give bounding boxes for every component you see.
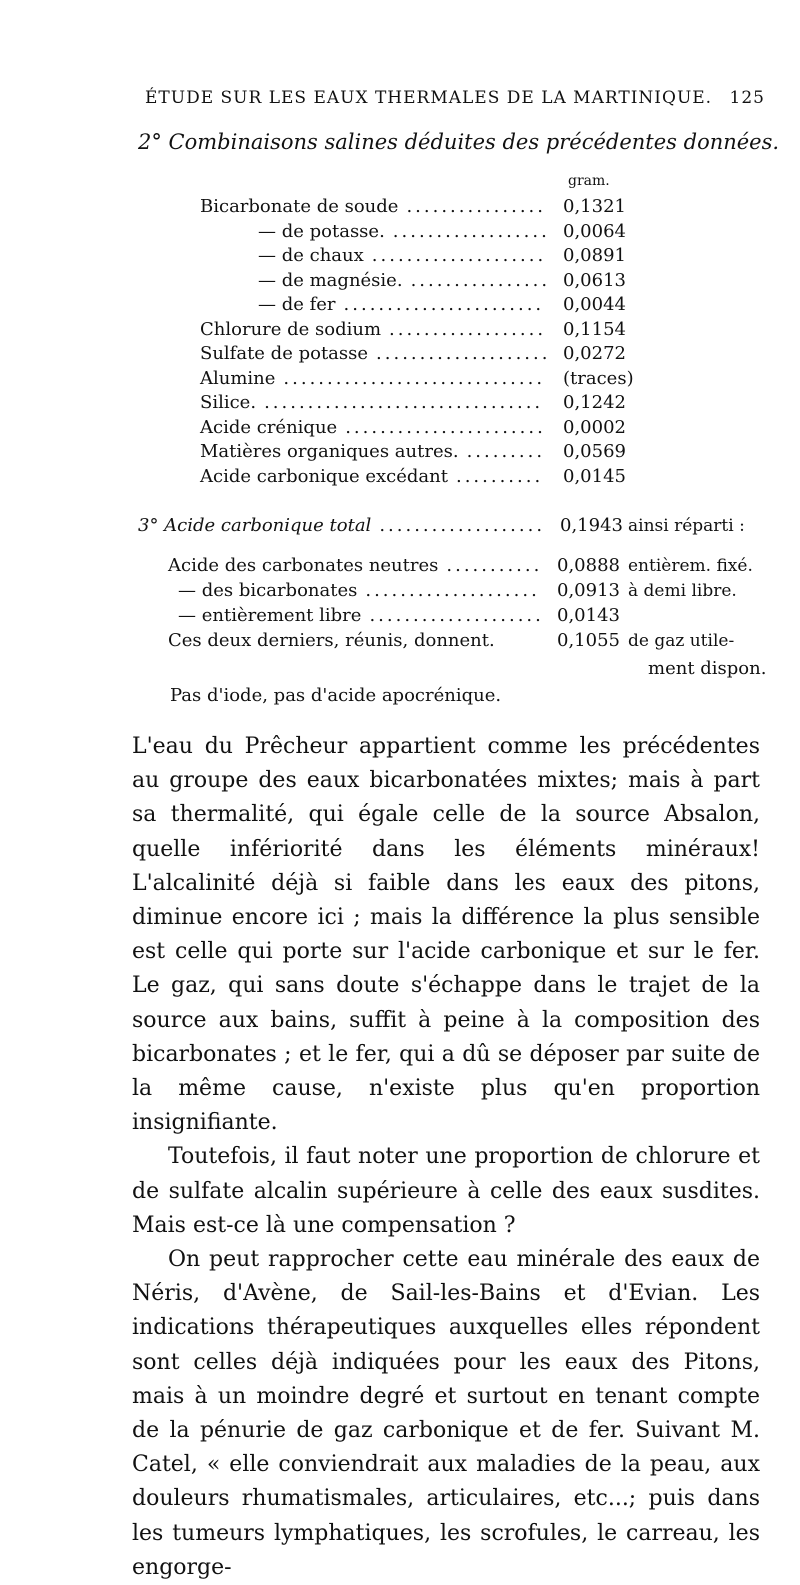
row-value: 0,0002 bbox=[563, 416, 626, 438]
row-note: ainsi réparti : bbox=[628, 516, 745, 536]
row-label: Acide des carbonates neutres bbox=[168, 555, 439, 576]
row-label: Silice. bbox=[200, 392, 257, 413]
salt-row bbox=[0, 319, 800, 341]
leader-dots: .................. bbox=[389, 318, 547, 340]
row-label: — de fer bbox=[258, 294, 336, 315]
row-value: 0,0913 bbox=[557, 580, 620, 601]
row-value: (traces) bbox=[563, 367, 634, 389]
salt-row bbox=[0, 196, 800, 218]
salt-row bbox=[0, 294, 800, 316]
salt-row bbox=[0, 392, 800, 414]
paragraph: L'eau du Prêcheur appartient comme les précédentes au groupe des eaux bicarbonatées mixtes; mais à part sa thermalité, qui égale celle de la source Absalon, quelle infériorité dans les éléments minéraux! L'alcalinité déjà si faible dans les eaux des pitons, diminue encore ici ; mais la différence la plus sensible est celle qui porte sur l'acide carbonique et sur le fer. Le gaz, qui sans doute s'échappe dans le trajet de la source aux bains, suffit à peine à la composition des bicarbonates ; et le fer, qui a dû se déposer par suite de la même cause, n'existe plus qu'en proportion insignifiante. bbox=[132, 734, 760, 1136]
page-number: 125 bbox=[729, 88, 765, 108]
row-label: — de chaux bbox=[258, 245, 364, 266]
leader-dots: .................... bbox=[369, 605, 544, 626]
row-value: 0,1321 bbox=[563, 196, 626, 217]
salt-row bbox=[0, 245, 800, 267]
leader-dots: ................ bbox=[406, 196, 546, 217]
row-label: 3° Acide carbonique total bbox=[138, 515, 372, 536]
row-label: — de magnésie. bbox=[258, 269, 403, 291]
leader-dots: .......... bbox=[455, 465, 544, 487]
carbonic-row bbox=[0, 605, 800, 627]
row-value: 0,1055 bbox=[557, 630, 620, 651]
leader-dots: ................................ bbox=[264, 392, 544, 413]
row-label: Acide carbonique excédant bbox=[200, 465, 448, 487]
leader-dots: ................... bbox=[379, 515, 546, 536]
leader-dots: ........... bbox=[446, 555, 543, 576]
row-value: 0,0888 bbox=[557, 555, 620, 576]
row-value: 0,0143 bbox=[557, 605, 620, 626]
carbonic-note-continued: ment dispon. bbox=[648, 658, 767, 679]
row-value: 0,0064 bbox=[563, 220, 626, 242]
running-title: ÉTUDE SUR LES EAUX THERMALES DE LA MARTINIQUE. bbox=[145, 88, 713, 108]
salt-row bbox=[0, 466, 800, 488]
row-value: 0,0272 bbox=[563, 343, 626, 364]
row-label: Acide crénique bbox=[200, 416, 338, 438]
carbonic-row bbox=[0, 555, 800, 577]
row-value: 0,0145 bbox=[563, 465, 626, 487]
section-title-combinaisons: 2° Combinaisons salines déduites des précédentes données. bbox=[138, 130, 780, 154]
leader-dots: .................... bbox=[365, 580, 540, 601]
unit-label: gram. bbox=[568, 173, 610, 189]
row-label: Ces deux derniers, réunis, donnent. bbox=[168, 630, 495, 651]
row-label: Bicarbonate de soude bbox=[200, 196, 399, 217]
carbonic-total-row bbox=[0, 515, 800, 537]
leader-dots: ................ bbox=[410, 269, 551, 291]
row-label: — de potasse. bbox=[258, 220, 385, 242]
salt-row bbox=[0, 441, 800, 463]
row-value: 0,0613 bbox=[563, 269, 626, 291]
salt-row bbox=[0, 417, 800, 439]
row-label: Alumine bbox=[200, 367, 276, 389]
row-value: 0,0569 bbox=[563, 441, 626, 462]
leader-dots: .................. bbox=[392, 220, 550, 242]
row-label: Matières organiques autres. bbox=[200, 441, 459, 462]
row-value: 0,1154 bbox=[563, 318, 626, 340]
leader-dots: ....................... bbox=[345, 416, 546, 438]
row-value: 0,1242 bbox=[563, 392, 626, 413]
row-label: Chlorure de sodium bbox=[200, 318, 382, 340]
no-iodine-note: Pas d'iode, pas d'acide apocrénique. bbox=[170, 685, 502, 706]
row-label: Sulfate de potasse bbox=[200, 343, 369, 364]
row-label: — entièrement libre bbox=[178, 605, 362, 626]
row-label: — des bicarbonates bbox=[178, 580, 358, 601]
paragraph: On peut rapprocher cette eau minérale des eaux de Néris, d'Avène, de Sail-les-Bains et d'Evian. Les indications thérapeutiques auxquelles elles répondent sont celles déjà indiquées pour les eaux des Pitons, mais à un moindre degré et surtout en tenant compte de la pénurie de gaz carbonique et de fer. Suivant M. Catel, « elle conviendrait aux maladies de la peau, aux douleurs rhumatismales, articulaires, etc...; puis dans les tumeurs lymphatiques, les scrofules, le carreau, les engorge- bbox=[132, 1247, 760, 1580]
leader-dots: .................... bbox=[376, 343, 551, 364]
row-value: 0,0891 bbox=[563, 245, 626, 266]
row-value: 0,0044 bbox=[563, 294, 626, 315]
salt-row bbox=[0, 270, 800, 292]
row-note: à demi libre. bbox=[628, 581, 737, 601]
row-note: de gaz utile- bbox=[628, 631, 735, 651]
running-head bbox=[145, 88, 765, 108]
leader-dots: ....................... bbox=[343, 294, 545, 315]
carbonic-row bbox=[0, 580, 800, 602]
body-text bbox=[132, 730, 760, 1585]
leader-dots: .................... bbox=[371, 245, 547, 266]
carbonic-row bbox=[0, 630, 800, 652]
salt-row bbox=[0, 221, 800, 243]
row-note: entièrem. fixé. bbox=[628, 556, 753, 576]
paragraph: Toutefois, il faut noter une proportion de chlorure et de sulfate alcalin supérieure à celle des eaux susdites. Mais est-ce là une compensation ? bbox=[132, 1144, 760, 1238]
salt-row bbox=[0, 343, 800, 365]
leader-dots: .............................. bbox=[283, 367, 546, 389]
leader-dots: ......... bbox=[466, 441, 546, 462]
salt-row bbox=[0, 368, 800, 390]
row-value: 0,1943 bbox=[560, 515, 623, 536]
